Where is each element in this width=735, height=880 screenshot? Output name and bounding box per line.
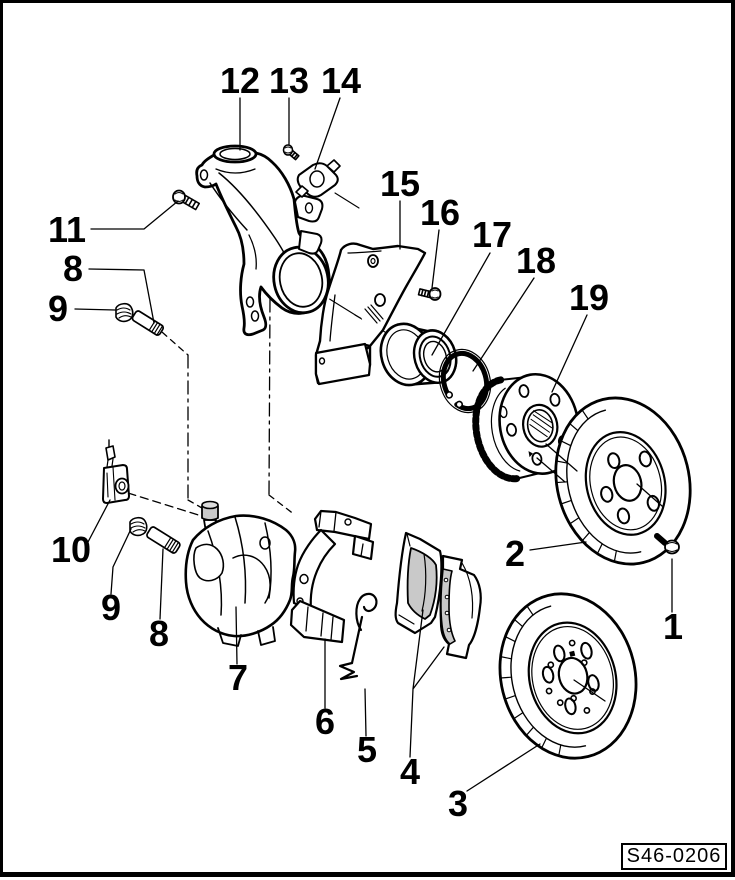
cap-nut-9-upper bbox=[116, 304, 133, 322]
callout-10: 10 bbox=[50, 529, 92, 570]
callout-1: 1 bbox=[662, 606, 684, 647]
bolt-16 bbox=[419, 288, 441, 300]
callout-7: 7 bbox=[227, 657, 249, 698]
callout-11: 11 bbox=[47, 209, 87, 250]
brake-disc-3 bbox=[483, 579, 653, 772]
bolt-11 bbox=[173, 191, 199, 210]
figure-code: S46-0206 bbox=[626, 845, 722, 867]
guide-pin-8-upper bbox=[131, 310, 164, 336]
callout-5: 5 bbox=[356, 729, 378, 770]
callout-16: 16 bbox=[419, 192, 461, 233]
callout-9: 9 bbox=[47, 288, 69, 329]
brake-pads-4 bbox=[396, 533, 481, 658]
callout-15: 15 bbox=[379, 163, 421, 204]
callout-12: 12 bbox=[219, 60, 261, 101]
bolt-13 bbox=[284, 145, 299, 160]
callout-3: 3 bbox=[447, 783, 469, 824]
callout-14: 14 bbox=[320, 60, 362, 101]
callout-13: 13 bbox=[268, 60, 310, 101]
speed-sensor-14 bbox=[296, 160, 340, 197]
wear-sensor-10 bbox=[103, 440, 129, 503]
figure-code-box bbox=[621, 843, 727, 870]
cap-nut-9-lower bbox=[130, 518, 147, 536]
retaining-spring-5 bbox=[340, 594, 376, 679]
callout-8: 8 bbox=[62, 248, 84, 289]
callout-2: 2 bbox=[504, 533, 526, 574]
callout-17: 17 bbox=[471, 214, 513, 255]
brake-caliper-7 bbox=[186, 502, 295, 647]
callout-18: 18 bbox=[515, 240, 557, 281]
callout-4: 4 bbox=[399, 751, 421, 792]
callout-19: 19 bbox=[568, 277, 610, 318]
callout-8: 8 bbox=[148, 613, 170, 654]
callout-6: 6 bbox=[314, 701, 336, 742]
callout-9: 9 bbox=[100, 587, 122, 628]
